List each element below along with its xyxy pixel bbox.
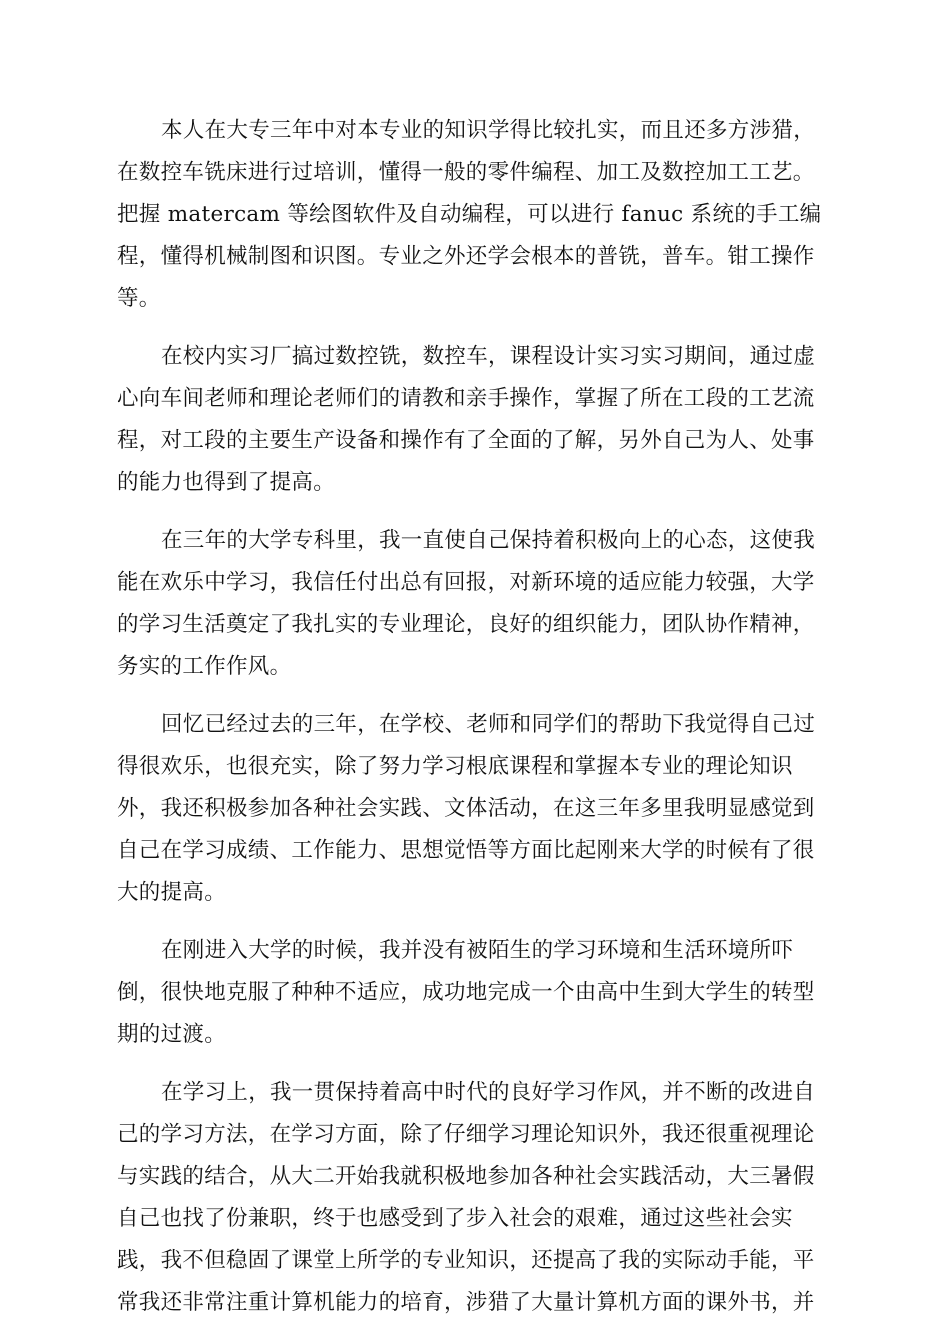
paragraph-5	[117, 930, 834, 1056]
text-line: 得很欢乐，也很充实，除了努力学习根底课程和掌握本专业的理论知识	[117, 754, 793, 779]
text-line: 外，我还积极参加各种社会实践、文体活动，在这三年多里我明显感觉到	[117, 796, 815, 821]
text-line: 在校内实习厂搞过数控铣，数控车，课程设计实习实习期间，通过虚	[161, 344, 816, 369]
paragraph-6	[117, 1072, 834, 1324]
text-line: 践，我不但稳固了课堂上所学的专业知识，还提高了我的实际动手能，平	[117, 1248, 815, 1273]
document-body	[117, 110, 834, 1340]
text-line: 在数控车铣床进行过培训，懂得一般的零件编程、加工及数控加工工艺。	[117, 160, 815, 185]
text-line: 自己也找了份兼职，终于也感受到了步入社会的艰难，通过这些社会实	[117, 1206, 793, 1231]
text-line: 自己在学习成绩、工作能力、思想觉悟等方面比起刚来大学的时候有了很	[117, 838, 815, 863]
text-line: 己的学习方法，在学习方面，除了仔细学习理论知识外，我还很重视理论	[117, 1122, 815, 1147]
paragraph-3	[117, 520, 834, 688]
text-line: 与实践的结合，从大二开始我就积极地参加各种社会实践活动，大三暑假	[117, 1164, 815, 1189]
text-line: 把握 matercam 等绘图软件及自动编程，可以进行 fanuc 系统的手工编	[117, 202, 822, 227]
text-line: 等。	[117, 286, 161, 311]
text-line: 常我还非常注重计算机能力的培育，涉猎了大量计算机方面的课外书，并	[117, 1290, 815, 1315]
text-line: 能在欢乐中学习，我信任付出总有回报，对新环境的适应能力较强，大学	[117, 570, 815, 595]
text-line: 大的提高。	[117, 880, 227, 905]
paragraph-4	[117, 704, 834, 914]
text-line: 心向车间老师和理论老师们的请教和亲手操作，掌握了所在工段的工艺流	[117, 386, 815, 411]
text-line: 在三年的大学专科里，我一直使自己保持着积极向上的心态，这使我	[161, 528, 816, 553]
text-line: 务实的工作作风。	[117, 654, 292, 679]
text-line: 回忆已经过去的三年，在学校、老师和同学们的帮助下我觉得自己过	[161, 712, 816, 737]
text-line: 程，对工段的主要生产设备和操作有了全面的了解，另外自己为人、处事	[117, 428, 815, 453]
text-line: 的学习生活奠定了我扎实的专业理论，良好的组织能力，团队协作精神，	[117, 612, 815, 637]
text-line: 期的过渡。	[117, 1022, 227, 1047]
text-line: 的能力也得到了提高。	[117, 470, 336, 495]
paragraph-2	[117, 336, 834, 504]
text-line: 程，懂得机械制图和识图。专业之外还学会根本的普铣，普车。钳工操作	[117, 244, 815, 269]
text-line: 在学习上，我一贯保持着高中时代的良好学习作风，并不断的改进自	[161, 1080, 816, 1105]
text-line: 倒，很快地克服了种种不适应，成功地完成一个由高中生到大学生的转型	[117, 980, 815, 1005]
text-line: 在刚进入大学的时候，我并没有被陌生的学习环境和生活环境所吓	[161, 938, 794, 963]
paragraph-1	[117, 110, 834, 320]
text-line: 本人在大专三年中对本专业的知识学得比较扎实，而且还多方涉猎，	[161, 118, 816, 143]
